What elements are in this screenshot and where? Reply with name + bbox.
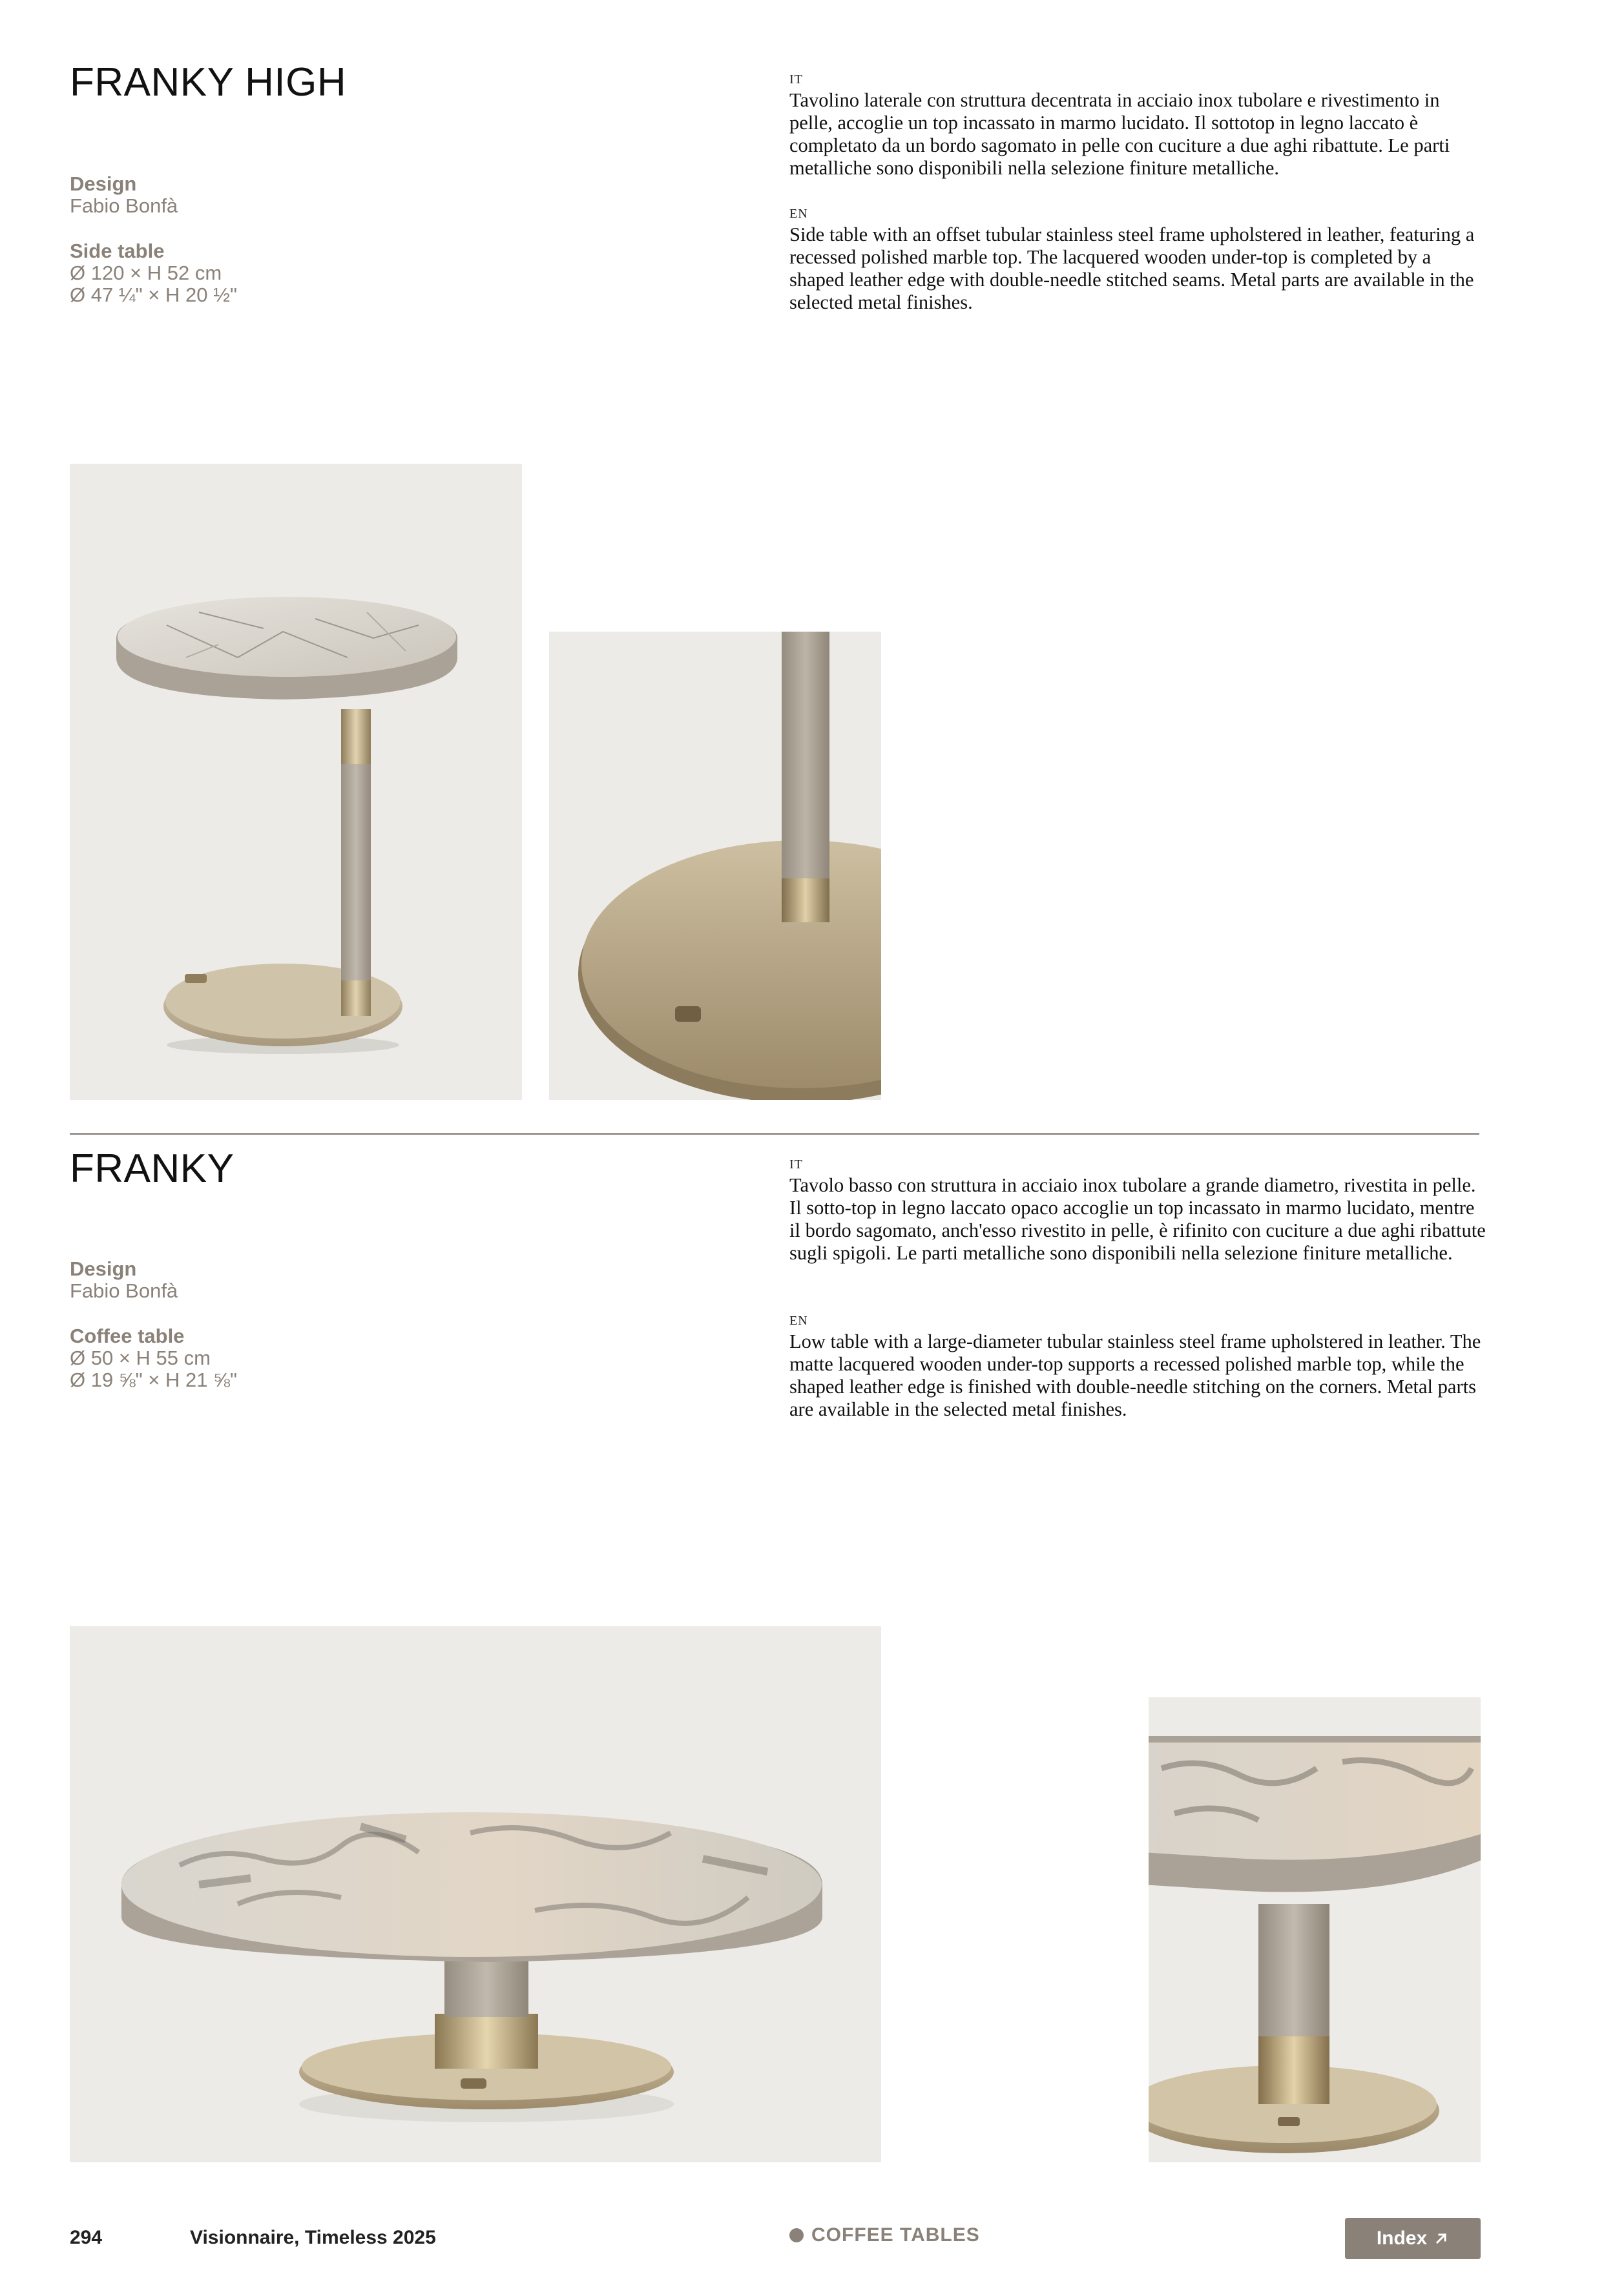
product-title: FRANKY (70, 1146, 234, 1191)
lang-tag-it: IT (789, 1157, 803, 1172)
description-it: Tavolo basso con struttura in acciaio inox tubolare a grande diametro, rivestita in pelle. Il sotto-top in legno laccato opaco accoglie un top incassato in marmo lucidato, mentre il bordo sagomato, anch'esso rivestito in pelle, è rifinito con cuciture a due aghi ribattute sugli spigoli. Le parti metalliche sono disponibili nella selezione finiture metalliche. (789, 1174, 1486, 1264)
product-photo-coffee-table (70, 1626, 881, 2162)
product-type-label: Side table (70, 240, 165, 262)
product-photo-coffee-detail (1149, 1697, 1481, 2162)
design-label: Design (70, 1257, 137, 1280)
section-divider (70, 1133, 1479, 1135)
description-it: Tavolino laterale con struttura decentrata in acciaio inox tubolare e rivestimento in pelle, accoglie un top incassato in marmo lucidato. Il sottotop in legno laccato è completato da un bordo sagomato in pelle con cuciture a due aghi ribattute. Le parti metalliche sono disponibili nella selezione finiture metalliche. (789, 89, 1450, 179)
product-type-label: Coffee table (70, 1325, 185, 1347)
description-en: Side table with an offset tubular stainless steel frame upholstered in leather, featuring a recessed polished marble top. The lacquered wooden under-top is completed by a shaped leather edge with double-needle stitched seams. Metal parts are available in the selected metal finishes. (789, 223, 1475, 313)
dimensions-imperial: Ø 19 ⅝" × H 21 ⅝" (70, 1369, 237, 1391)
dimensions-metric: Ø 50 × H 55 cm (70, 1347, 211, 1369)
product-title: FRANKY HIGH (70, 60, 347, 105)
publication-title: Visionnaire, Timeless 2025 (190, 2227, 436, 2248)
side-table-illustration (70, 464, 522, 1100)
lang-tag-it: IT (789, 72, 803, 87)
category-dot-icon (789, 2228, 804, 2242)
coffee-detail-illustration (1149, 1697, 1481, 2162)
description-en: Low table with a large-diameter tubular stainless steel frame upholstered in leather. The matte lacquered wooden under-top supports a recessed polished marble top, while the shaped leather edge is finished with double-needle stitching on the corners. Metal parts are available in the selected metal finishes. (789, 1330, 1481, 1420)
product-photo-side-table (70, 464, 522, 1100)
category-label: COFFEE TABLES (811, 2224, 980, 2246)
dimensions-imperial: Ø 47 ¼" × H 20 ½" (70, 284, 237, 306)
designer-name: Fabio Bonfà (70, 194, 178, 217)
product-photo-base-detail (549, 632, 881, 1100)
designer-name: Fabio Bonfà (70, 1279, 178, 1302)
coffee-table-illustration (70, 1626, 881, 2162)
category-link[interactable] (789, 2224, 980, 2246)
page-number: 294 (70, 2227, 103, 2248)
arrow-up-right-icon (1433, 2231, 1449, 2246)
index-button-label: Index (1376, 2228, 1428, 2249)
lang-tag-en: EN (789, 1314, 808, 1328)
index-button[interactable] (1345, 2218, 1481, 2259)
lang-tag-en: EN (789, 207, 808, 221)
base-detail-illustration (549, 632, 881, 1100)
design-label: Design (70, 172, 137, 195)
dimensions-metric: Ø 120 × H 52 cm (70, 262, 222, 284)
